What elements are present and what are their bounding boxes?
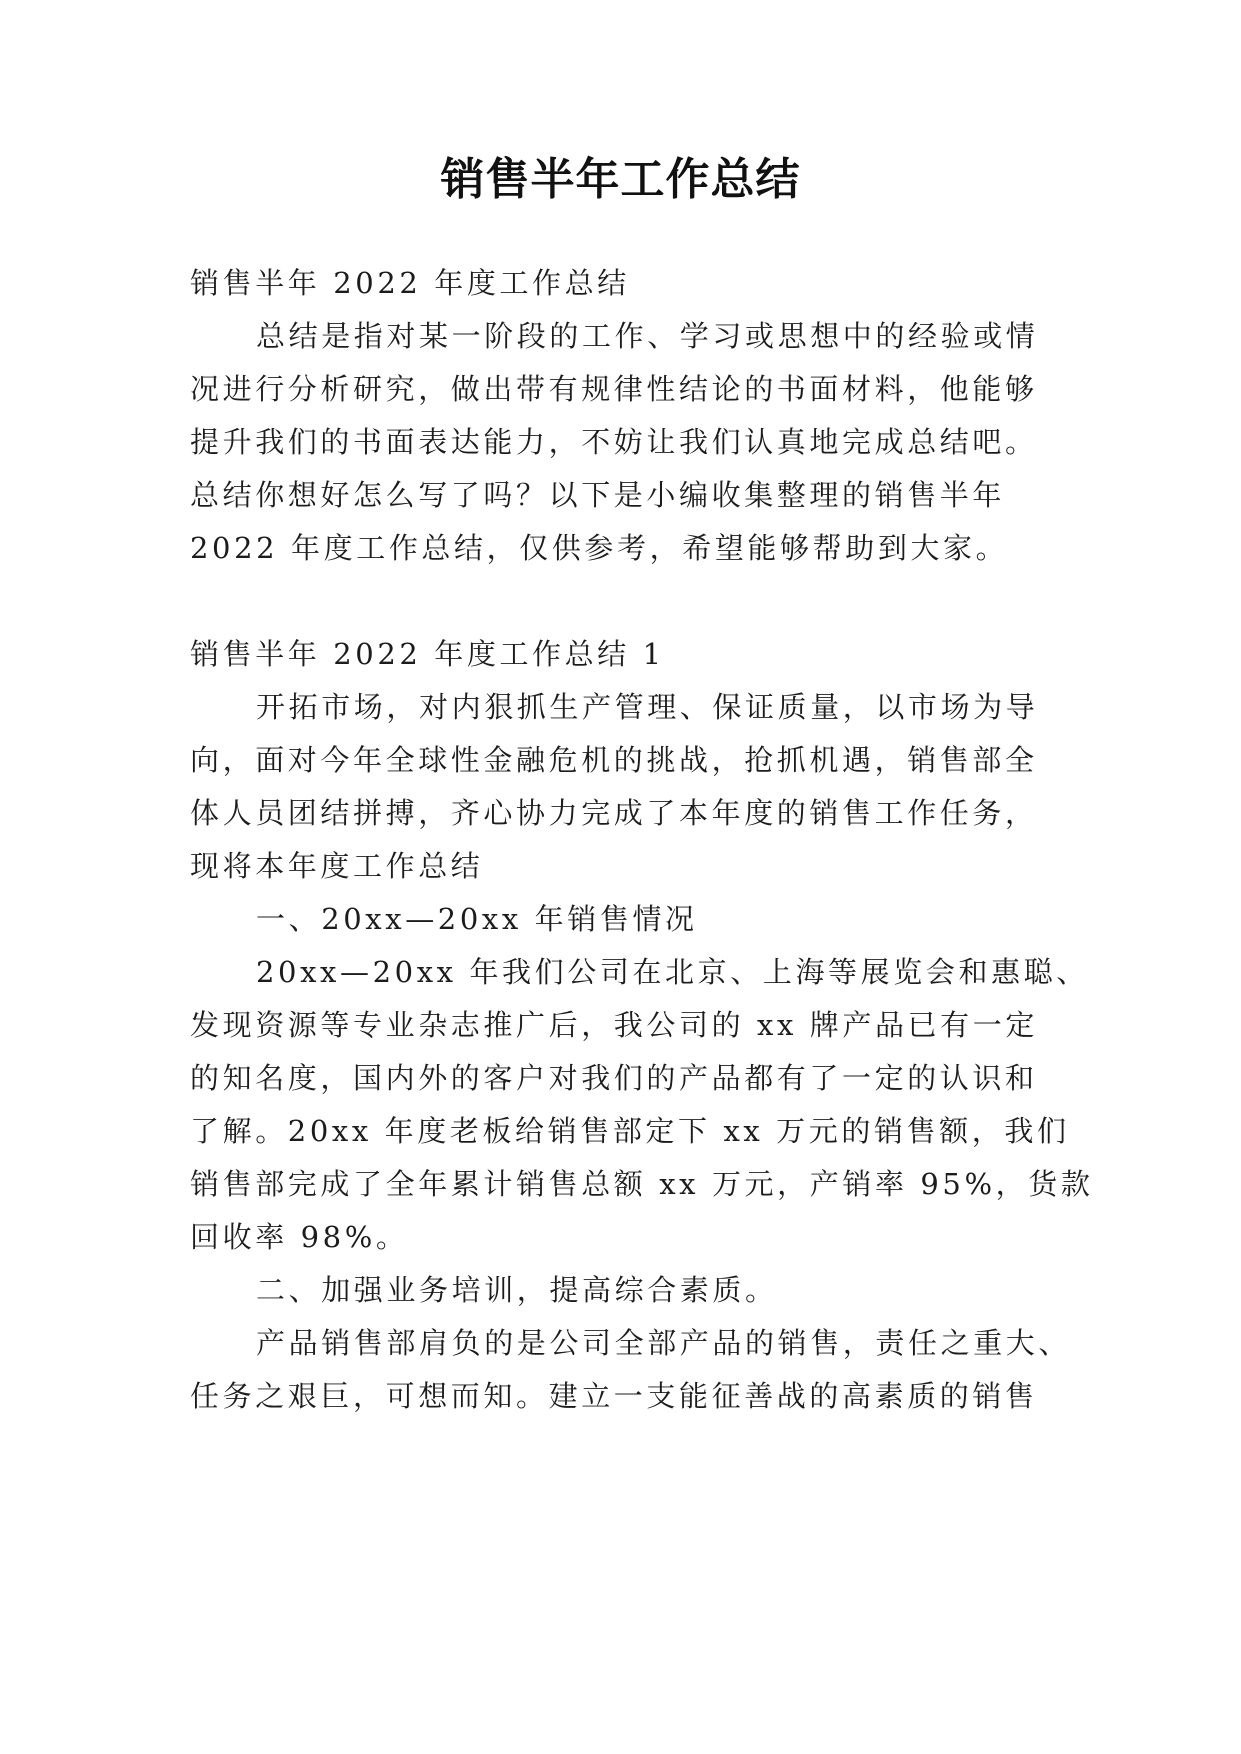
section-subtitle: 销售半年 2022 年度工作总结 1 bbox=[190, 637, 665, 671]
section-subtitle: 销售半年 2022 年度工作总结 bbox=[190, 266, 630, 300]
section-heading: 一、20xx—20xx 年销售情况 bbox=[256, 902, 698, 936]
paragraph-line: 开拓市场，对内狠抓生产管理、保证质量，以市场为导 bbox=[256, 690, 1039, 724]
section-heading: 二、加强业务培训，提高综合素质。 bbox=[256, 1273, 778, 1307]
paragraph-line: 向，面对今年全球性金融危机的挑战，抢抓机遇，销售部全 bbox=[190, 743, 1038, 777]
paragraph-line: 销售部完成了全年累计销售总额 xx 万元，产销率 95%，货款 bbox=[190, 1167, 1094, 1201]
intro-line: 提升我们的书面表达能力，不妨让我们认真地完成总结吧。 bbox=[190, 425, 1038, 459]
paragraph-line: 发现资源等专业杂志推广后，我公司的 xx 牌产品已有一定 bbox=[190, 1008, 1038, 1042]
intro-line: 况进行分析研究，做出带有规律性结论的书面材料，他能够 bbox=[190, 372, 1038, 406]
paragraph-line: 体人员团结拼搏，齐心协力完成了本年度的销售工作任务， bbox=[190, 796, 1038, 830]
intro-line: 2022 年度工作总结，仅供参考，希望能够帮助到大家。 bbox=[190, 531, 1009, 565]
paragraph-line: 回收率 98%。 bbox=[190, 1220, 409, 1254]
document-title: 销售半年工作总结 bbox=[440, 154, 801, 205]
intro-line: 总结你想好怎么写了吗？以下是小编收集整理的销售半年 bbox=[190, 478, 1006, 512]
intro-line: 总结是指对某一阶段的工作、学习或思想中的经验或情 bbox=[256, 319, 1039, 353]
paragraph-line: 了解。20xx 年度老板给销售部定下 xx 万元的销售额，我们 bbox=[190, 1114, 1070, 1148]
paragraph-line: 现将本年度工作总结 bbox=[190, 849, 484, 883]
paragraph-line: 任务之艰巨，可想而知。建立一支能征善战的高素质的销售 bbox=[190, 1379, 1038, 1413]
paragraph-line: 20xx—20xx 年我们公司在北京、上海等展览会和惠聪、 bbox=[256, 955, 1089, 989]
paragraph-line: 产品销售部肩负的是公司全部产品的销售，责任之重大、 bbox=[256, 1326, 1072, 1360]
paragraph-line: 的知名度，国内外的客户对我们的产品都有了一定的认识和 bbox=[190, 1061, 1038, 1095]
